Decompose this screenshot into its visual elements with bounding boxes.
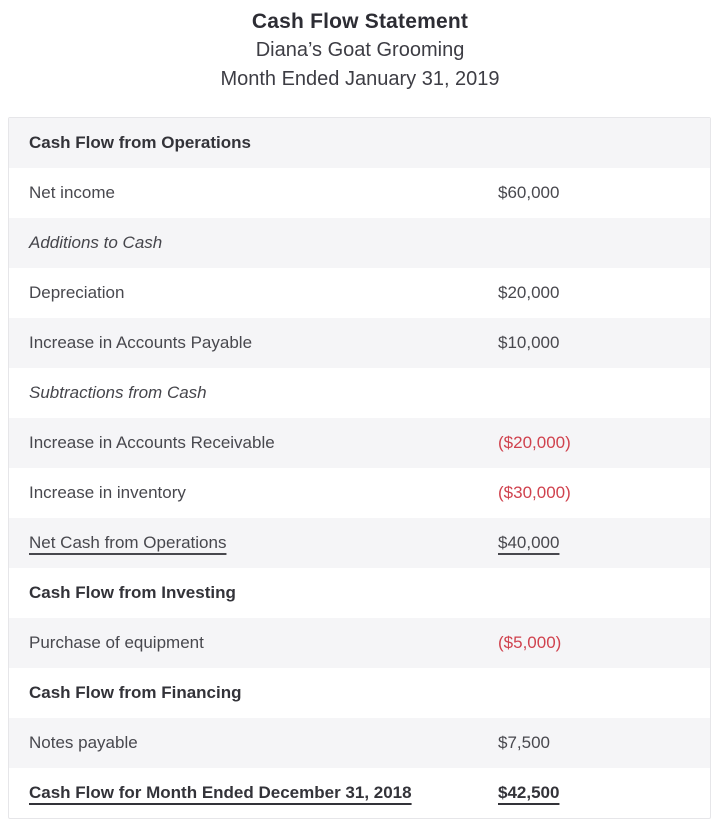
statement-row	[9, 668, 710, 718]
row-label: Cash Flow from Operations	[29, 133, 251, 152]
row-value: ($5,000)	[498, 633, 562, 652]
row-label: Cash Flow from Financing	[29, 683, 242, 702]
statement-row	[9, 168, 710, 218]
statement-row	[9, 218, 710, 268]
row-label: Depreciation	[29, 283, 125, 302]
period-label: Month Ended January 31, 2019	[220, 68, 500, 90]
row-label: Increase in inventory	[29, 483, 186, 502]
statement-row	[9, 568, 710, 618]
row-value: ($20,000)	[498, 433, 571, 452]
statement-row	[9, 618, 710, 668]
row-value: $7,500	[498, 733, 550, 752]
row-value: $40,000	[498, 533, 560, 552]
row-label: Increase in Accounts Payable	[29, 333, 253, 352]
statement-row	[9, 118, 710, 168]
row-value: $20,000	[498, 283, 560, 302]
cash-flow-table	[8, 117, 711, 819]
row-label: Purchase of equipment	[29, 633, 204, 652]
page-title: Cash Flow Statement	[251, 10, 469, 33]
row-value: ($30,000)	[498, 483, 571, 502]
statement-row	[9, 318, 710, 368]
row-label: Net Cash from Operations	[29, 533, 227, 552]
statement-row	[9, 268, 710, 318]
statement-row	[9, 518, 710, 568]
statement-row	[9, 368, 710, 418]
row-label: Subtractions from Cash	[29, 383, 207, 402]
row-label: Cash Flow from Investing	[29, 583, 236, 602]
row-label: Additions to Cash	[29, 233, 163, 252]
row-label: Net income	[29, 183, 115, 202]
statement-row	[9, 718, 710, 768]
statement-row	[9, 468, 710, 518]
company-name: Diana’s Goat Grooming	[255, 39, 465, 61]
statement-row	[9, 418, 710, 468]
row-value: $10,000	[498, 333, 560, 352]
row-value: $42,500	[498, 783, 560, 802]
row-value: $60,000	[498, 183, 560, 202]
row-label: Cash Flow for Month Ended December 31, 2018	[29, 783, 412, 802]
row-label: Increase in Accounts Receivable	[29, 433, 275, 452]
statement-row	[9, 768, 710, 818]
statement-header	[0, 0, 720, 94]
row-label: Notes payable	[29, 733, 138, 752]
